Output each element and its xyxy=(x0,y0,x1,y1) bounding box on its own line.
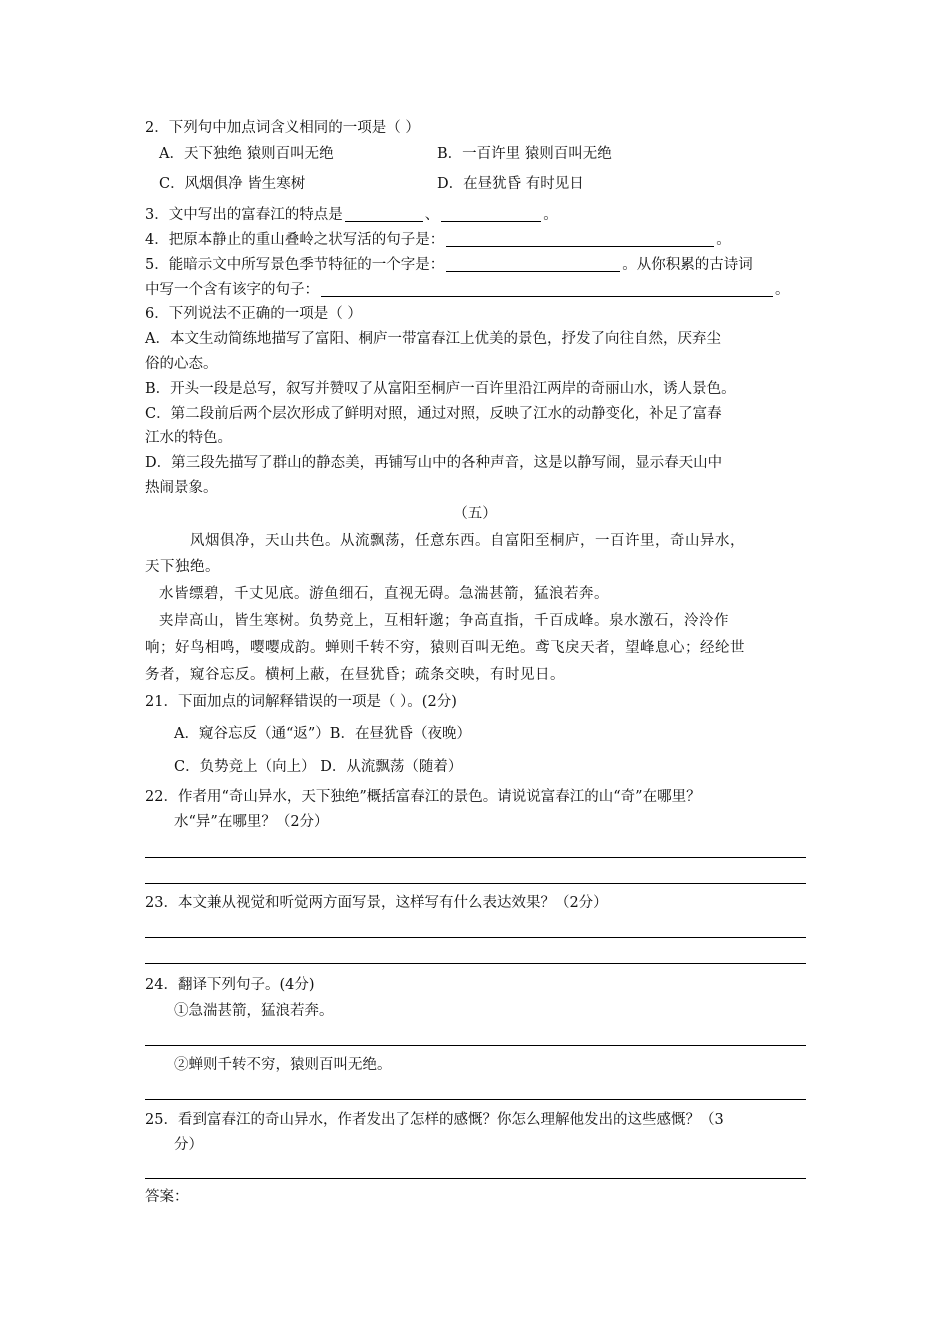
q3-blank-1[interactable] xyxy=(345,207,423,222)
q21-options-row-2: C．负势竞上（向上） D．从流飘荡（随着） xyxy=(174,759,463,775)
q24-sentence-2: ②蝉则千转不穷，猿则百叫无绝。 xyxy=(174,1057,392,1073)
q24-stem: 24．翻译下列句子。(4分) xyxy=(145,977,315,993)
q25-line-1: 25．看到富春江的奇山异水，作者发出了怎样的感慨？你怎么理解他发出的这些感慨？（3 xyxy=(145,1112,724,1128)
q24-sentence-1: ①急湍甚箭，猛浪若奔。 xyxy=(174,1003,334,1019)
q5-prompt-2: 中写一个含有该字的句子： xyxy=(145,282,319,298)
passage-p3-line-1: 夹岸高山，皆生寒树。负势竞上，互相轩邈；争高直指，千百成峰。泉水激石，泠泠作 xyxy=(159,613,729,629)
passage-p1-line-1: 风烟俱净，天山共色。从流飘荡，任意东西。自富阳至桐庐，一百许里，奇山异水， xyxy=(190,533,745,549)
q2-option-d: D．在昼犹昏 有时见日 xyxy=(437,176,584,192)
answer-label: 答案： xyxy=(145,1189,189,1205)
q3-prompt: 3．文中写出的富春江的特点是 xyxy=(145,207,343,223)
q4-prompt: 4．把原本静止的重山叠岭之状写活的句子是： xyxy=(145,232,445,248)
q5-prompt: 5．能暗示文中所写景色季节特征的一个字是： xyxy=(145,257,445,273)
q6-option-c-line-2: 江水的特色。 xyxy=(145,430,232,446)
q2-stem: 2．下列句中加点词含义相同的一项是（ ） xyxy=(145,120,420,136)
q23-answer-line-2[interactable] xyxy=(145,963,806,964)
passage-p3-line-3: 务者，窥谷忘反。横柯上蔽，在昼犹昏；疏条交映，有时见日。 xyxy=(145,667,565,683)
q24-answer-line-1[interactable] xyxy=(145,1045,806,1046)
q22-line-2: 水“异”在哪里？（2分） xyxy=(174,814,329,830)
q25-line-2: 分） xyxy=(174,1137,203,1153)
passage-p2: 水皆缥碧，千丈见底。游鱼细石，直视无碍。急湍甚箭，猛浪若奔。 xyxy=(159,586,609,602)
q3-blank-2[interactable] xyxy=(441,207,541,222)
q23-answer-line-1[interactable] xyxy=(145,937,806,938)
q3-end: 。 xyxy=(543,207,558,223)
q5-line-1 xyxy=(145,255,753,275)
q23-stem: 23．本文兼从视觉和听觉两方面写景，这样写有什么表达效果？（2分） xyxy=(145,895,608,911)
q22-line-1: 22．作者用“奇山异水，天下独绝”概括富春江的景色。请说说富春江的山“奇”在哪里？ xyxy=(145,789,701,805)
q4-blank[interactable] xyxy=(446,232,714,247)
q2-option-a: A．天下独绝 猿则百叫无绝 xyxy=(159,146,334,162)
q4-line xyxy=(145,230,731,250)
q5-continue: 。从你积累的古诗词 xyxy=(622,257,753,273)
q6-option-c-line-1: C．第二段前后两个层次形成了鲜明对照，通过对照，反映了江水的动静变化，补足了富春 xyxy=(145,406,722,422)
q6-stem: 6．下列说法不正确的一项是（ ） xyxy=(145,306,362,322)
q2-option-c: C．风烟俱净 皆生寒树 xyxy=(159,176,306,192)
q2-option-b: B．一百许里 猿则百叫无绝 xyxy=(437,146,612,162)
passage-p1-line-2: 天下独绝。 xyxy=(145,559,220,575)
q5-blank-1[interactable] xyxy=(446,257,620,272)
q25-answer-line[interactable] xyxy=(145,1178,806,1179)
q5-end: 。 xyxy=(775,282,790,298)
q6-option-a-line-1: A．本文生动简练地描写了富阳、桐庐一带富春江上优美的景色，抒发了向往自然，厌弃尘 xyxy=(145,331,721,347)
q6-option-d-line-1: D．第三段先描写了群山的静态美，再铺写山中的各种声音，这是以静写闹，显示春天山中 xyxy=(145,455,723,471)
q5-blank-2[interactable] xyxy=(321,282,773,297)
passage-p3-line-2: 响；好鸟相鸣，嘤嘤成韵。蝉则千转不穷，猿则百叫无绝。鸢飞戾天者，望峰息心；经纶世 xyxy=(145,640,745,656)
q6-option-a-line-2: 俗的心态。 xyxy=(145,356,218,372)
q4-end: 。 xyxy=(716,232,731,248)
q21-stem: 21．下面加点的词解释错误的一项是（ ）。(2分) xyxy=(145,694,457,710)
q5-line-2 xyxy=(145,280,790,300)
q24-answer-line-2[interactable] xyxy=(145,1099,806,1100)
q22-answer-line-2[interactable] xyxy=(145,883,806,884)
q3-separator: 、 xyxy=(424,207,440,223)
q6-option-d-line-2: 热闹景象。 xyxy=(145,480,218,496)
section-title: （五） xyxy=(453,506,497,522)
q21-options-row-1: A．窥谷忘反（通“返”）B．在昼犹昏（夜晚） xyxy=(174,726,471,742)
q6-option-b: B．开头一段是总写，叙写并赞叹了从富阳至桐庐一百许里沿江两岸的奇丽山水，诱人景色。 xyxy=(145,381,736,397)
q22-answer-line-1[interactable] xyxy=(145,857,806,858)
q3-line xyxy=(145,205,558,225)
